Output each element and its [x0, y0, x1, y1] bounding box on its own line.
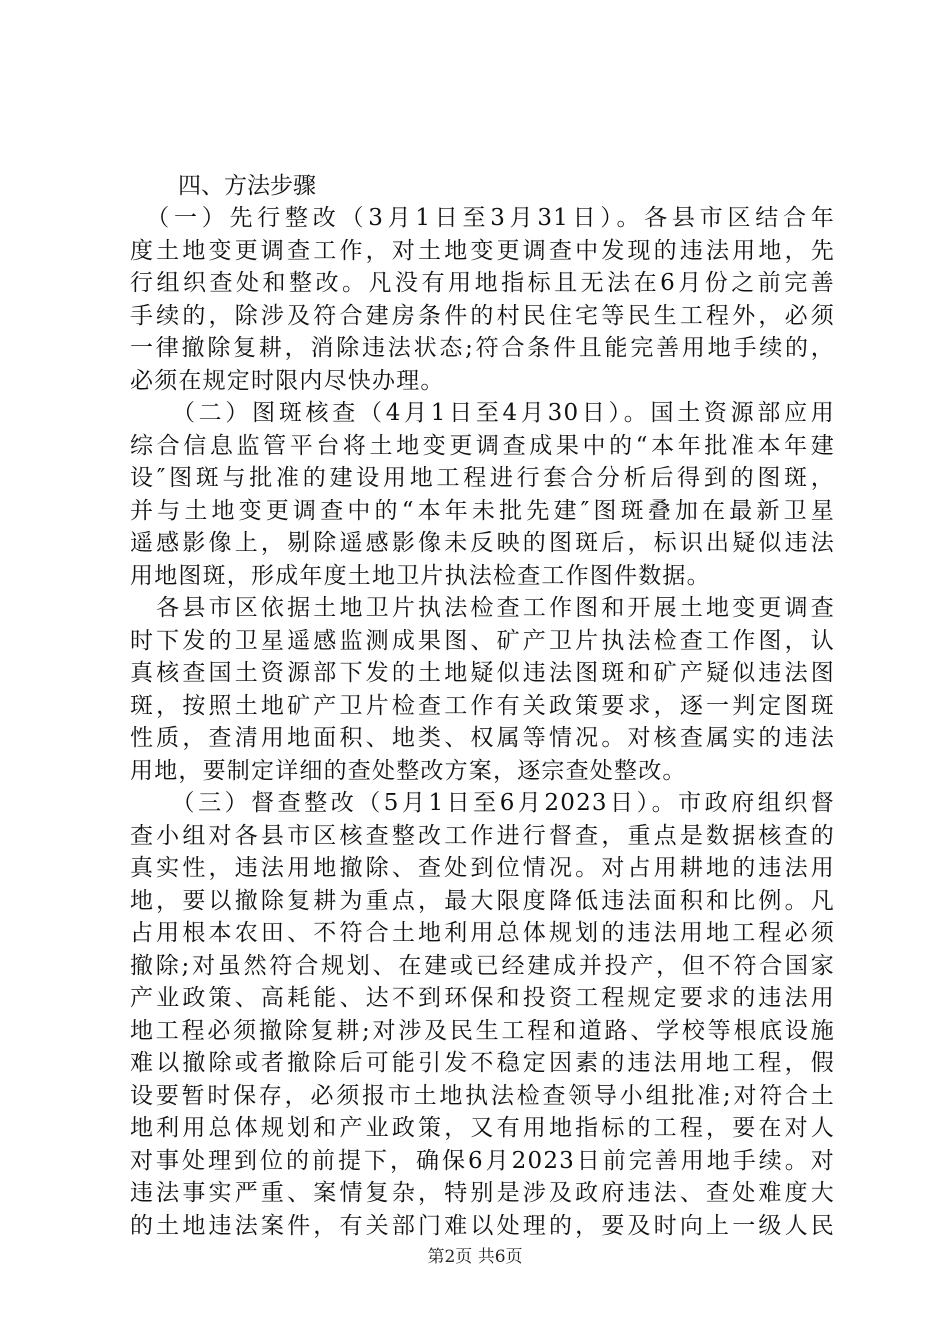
text-line: 用地，要制定详细的查处整改方案，逐宗查处整改。: [130, 757, 687, 784]
text-line: 遥感影像上，剔除遥感影像未反映的图斑后，标识出疑似违法: [130, 530, 835, 556]
text-line: 并与土地变更调查中的“本年未批先建″图斑叠加在最新卫星: [130, 497, 835, 524]
body-paragraph: [130, 202, 835, 397]
text-line: （一）先行整改（3月1日至3月31日）。各县市区结合年: [130, 205, 835, 231]
text-line: 设″图斑与批准的建设用地工程进行套合分析后得到的图斑，: [130, 465, 835, 491]
text-line: 的土地违法案件，有关部门难以处理的，要及时向上一级人民: [130, 1212, 835, 1239]
text-line: 难以撤除或者撤除后可能引发不稳定因素的违法用地工程，假: [130, 1050, 835, 1076]
document-body: [130, 170, 835, 1242]
body-paragraph: [130, 397, 835, 592]
text-line: 产业政策、高耗能、达不到环保和投资工程规定要求的违法用: [130, 985, 835, 1011]
text-line: 行组织查处和整改。凡没有用地指标且无法在6月份之前完善: [130, 270, 835, 296]
body-paragraph: [130, 592, 835, 787]
text-line: 对事处理到位的前提下，确保6月2023日前完善用地手续。对: [130, 1147, 835, 1174]
section-heading: 四、方法步骤: [178, 173, 316, 199]
text-line: 地利用总体规划和产业政策，又有用地指标的工程，要在对人: [130, 1115, 835, 1141]
text-line: 时下发的卫星遥感监测成果图、矿产卫片执法检查工作图，认: [130, 627, 835, 654]
text-line: 查小组对各县市区核查整改工作进行督查，重点是数据核查的: [130, 822, 835, 849]
body-paragraph: [130, 787, 835, 1242]
paragraph-container: [130, 202, 835, 1242]
text-line: 斑，按照土地矿产卫片检查工作有关政策要求，逐一判定图斑: [130, 692, 835, 719]
text-line: 性质，查清用地面积、地类、权属等情况。对核查属实的违法: [130, 725, 835, 751]
text-line: （二）图斑核查（4月1日至4月30日）。国土资源部应用: [130, 400, 835, 426]
text-line: 违法事实严重、案情复杂，特别是涉及政府违法、查处难度大: [130, 1180, 835, 1206]
text-line: 一律撤除复耕，消除违法状态;符合条件且能完善用地手续的，: [130, 335, 835, 361]
text-line: 设要暂时保存，必须报市土地执法检查领导小组批准;对符合土: [130, 1082, 835, 1109]
text-line: 撤除;对虽然符合规划、在建或已经建成并投产，但不符合国家: [130, 952, 835, 979]
text-line: 真核查国土资源部下发的土地疑似违法图斑和矿产疑似违法图: [130, 660, 835, 686]
text-line: 用地图斑，形成年度土地卫片执法检查工作图件数据。: [130, 562, 711, 589]
text-line: 真实性，违法用地撤除、查处到位情况。对占用耕地的违法用: [130, 855, 835, 881]
text-line: 度土地变更调查工作，对土地变更调查中发现的违法用地，先: [130, 237, 835, 264]
text-line: 手续的，除涉及符合建房条件的村民住宅等民生工程外，必须: [130, 302, 835, 329]
text-line: （三）督查整改（5月1日至6月2023日）。市政府组织督: [130, 790, 835, 816]
text-line: 地工程必须撤除复耕;对涉及民生工程和道路、学校等根底设施: [130, 1017, 835, 1044]
text-line: 地，要以撤除复耕为重点，最大限度降低违法面积和比例。凡: [130, 887, 835, 914]
text-line: 占用根本农田、不符合土地利用总体规划的违法用地工程必须: [130, 920, 835, 946]
text-line: 各县市区依据土地卫片执法检查工作图和开展土地变更调查: [130, 595, 835, 621]
text-line: 必须在规定时限内尽快办理。: [130, 367, 445, 394]
page-footer: 第2页 共6页: [427, 1247, 523, 1267]
text-line: 综合信息监管平台将土地变更调查成果中的“本年批准本年建: [130, 432, 835, 459]
